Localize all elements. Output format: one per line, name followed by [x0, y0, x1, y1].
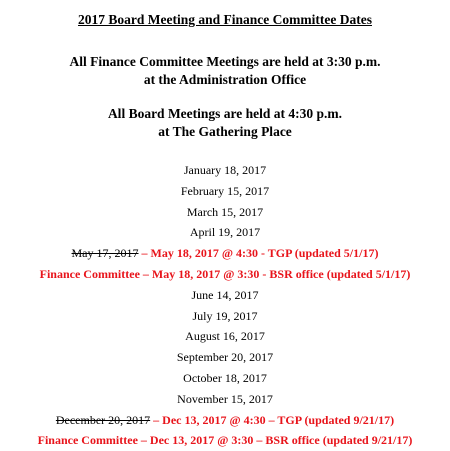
finance-meeting-location: at the Administration Office [143, 72, 307, 87]
document-title: 2017 Board Meeting and Finance Committee Dates [78, 12, 372, 27]
meeting-date: September 20, 2017 [176, 350, 274, 365]
original-date-struck: May 17, 2017 [71, 246, 139, 261]
meeting-dates-list [0, 160, 450, 451]
meeting-date: February 15, 2017 [180, 183, 270, 198]
meeting-date: January 18, 2017 [183, 163, 267, 177]
original-date-struck: December 20, 2017 [55, 412, 151, 427]
meeting-date: November 15, 2017 [177, 391, 273, 406]
meeting-date: October 18, 2017 [183, 370, 267, 385]
date-separator: – [150, 412, 163, 427]
meeting-date: April 19, 2017 [189, 225, 261, 240]
date-separator: – [138, 246, 151, 261]
meeting-date: June 14, 2017 [191, 287, 259, 302]
updated-date: Dec 13, 2017 @ 4:30 – TGP (updated 9/21/17) [162, 412, 395, 427]
meeting-date: August 16, 2017 [185, 329, 265, 344]
board-meeting-location: at The Gathering Place [158, 124, 292, 139]
finance-committee-update-december: Finance Committee – Dec 13, 2017 @ 3:30 – BSR office (updated 9/21/17) [37, 433, 413, 448]
finance-committee-update-may: Finance Committee – May 18, 2017 @ 3:30 - BSR office (updated 5/1/17) [39, 266, 411, 281]
meeting-date-changed-may [0, 243, 450, 264]
board-meeting-time: All Board Meetings are held at 4:30 p.m. [107, 106, 343, 121]
meeting-date: March 15, 2017 [186, 204, 264, 219]
finance-meeting-time: All Finance Committee Meetings are held at 3:30 p.m. [69, 54, 381, 69]
meeting-date: July 19, 2017 [192, 308, 258, 323]
meeting-date-changed-december [0, 410, 450, 431]
updated-date: May 18, 2017 @ 4:30 - TGP (updated 5/1/17) [150, 246, 379, 261]
